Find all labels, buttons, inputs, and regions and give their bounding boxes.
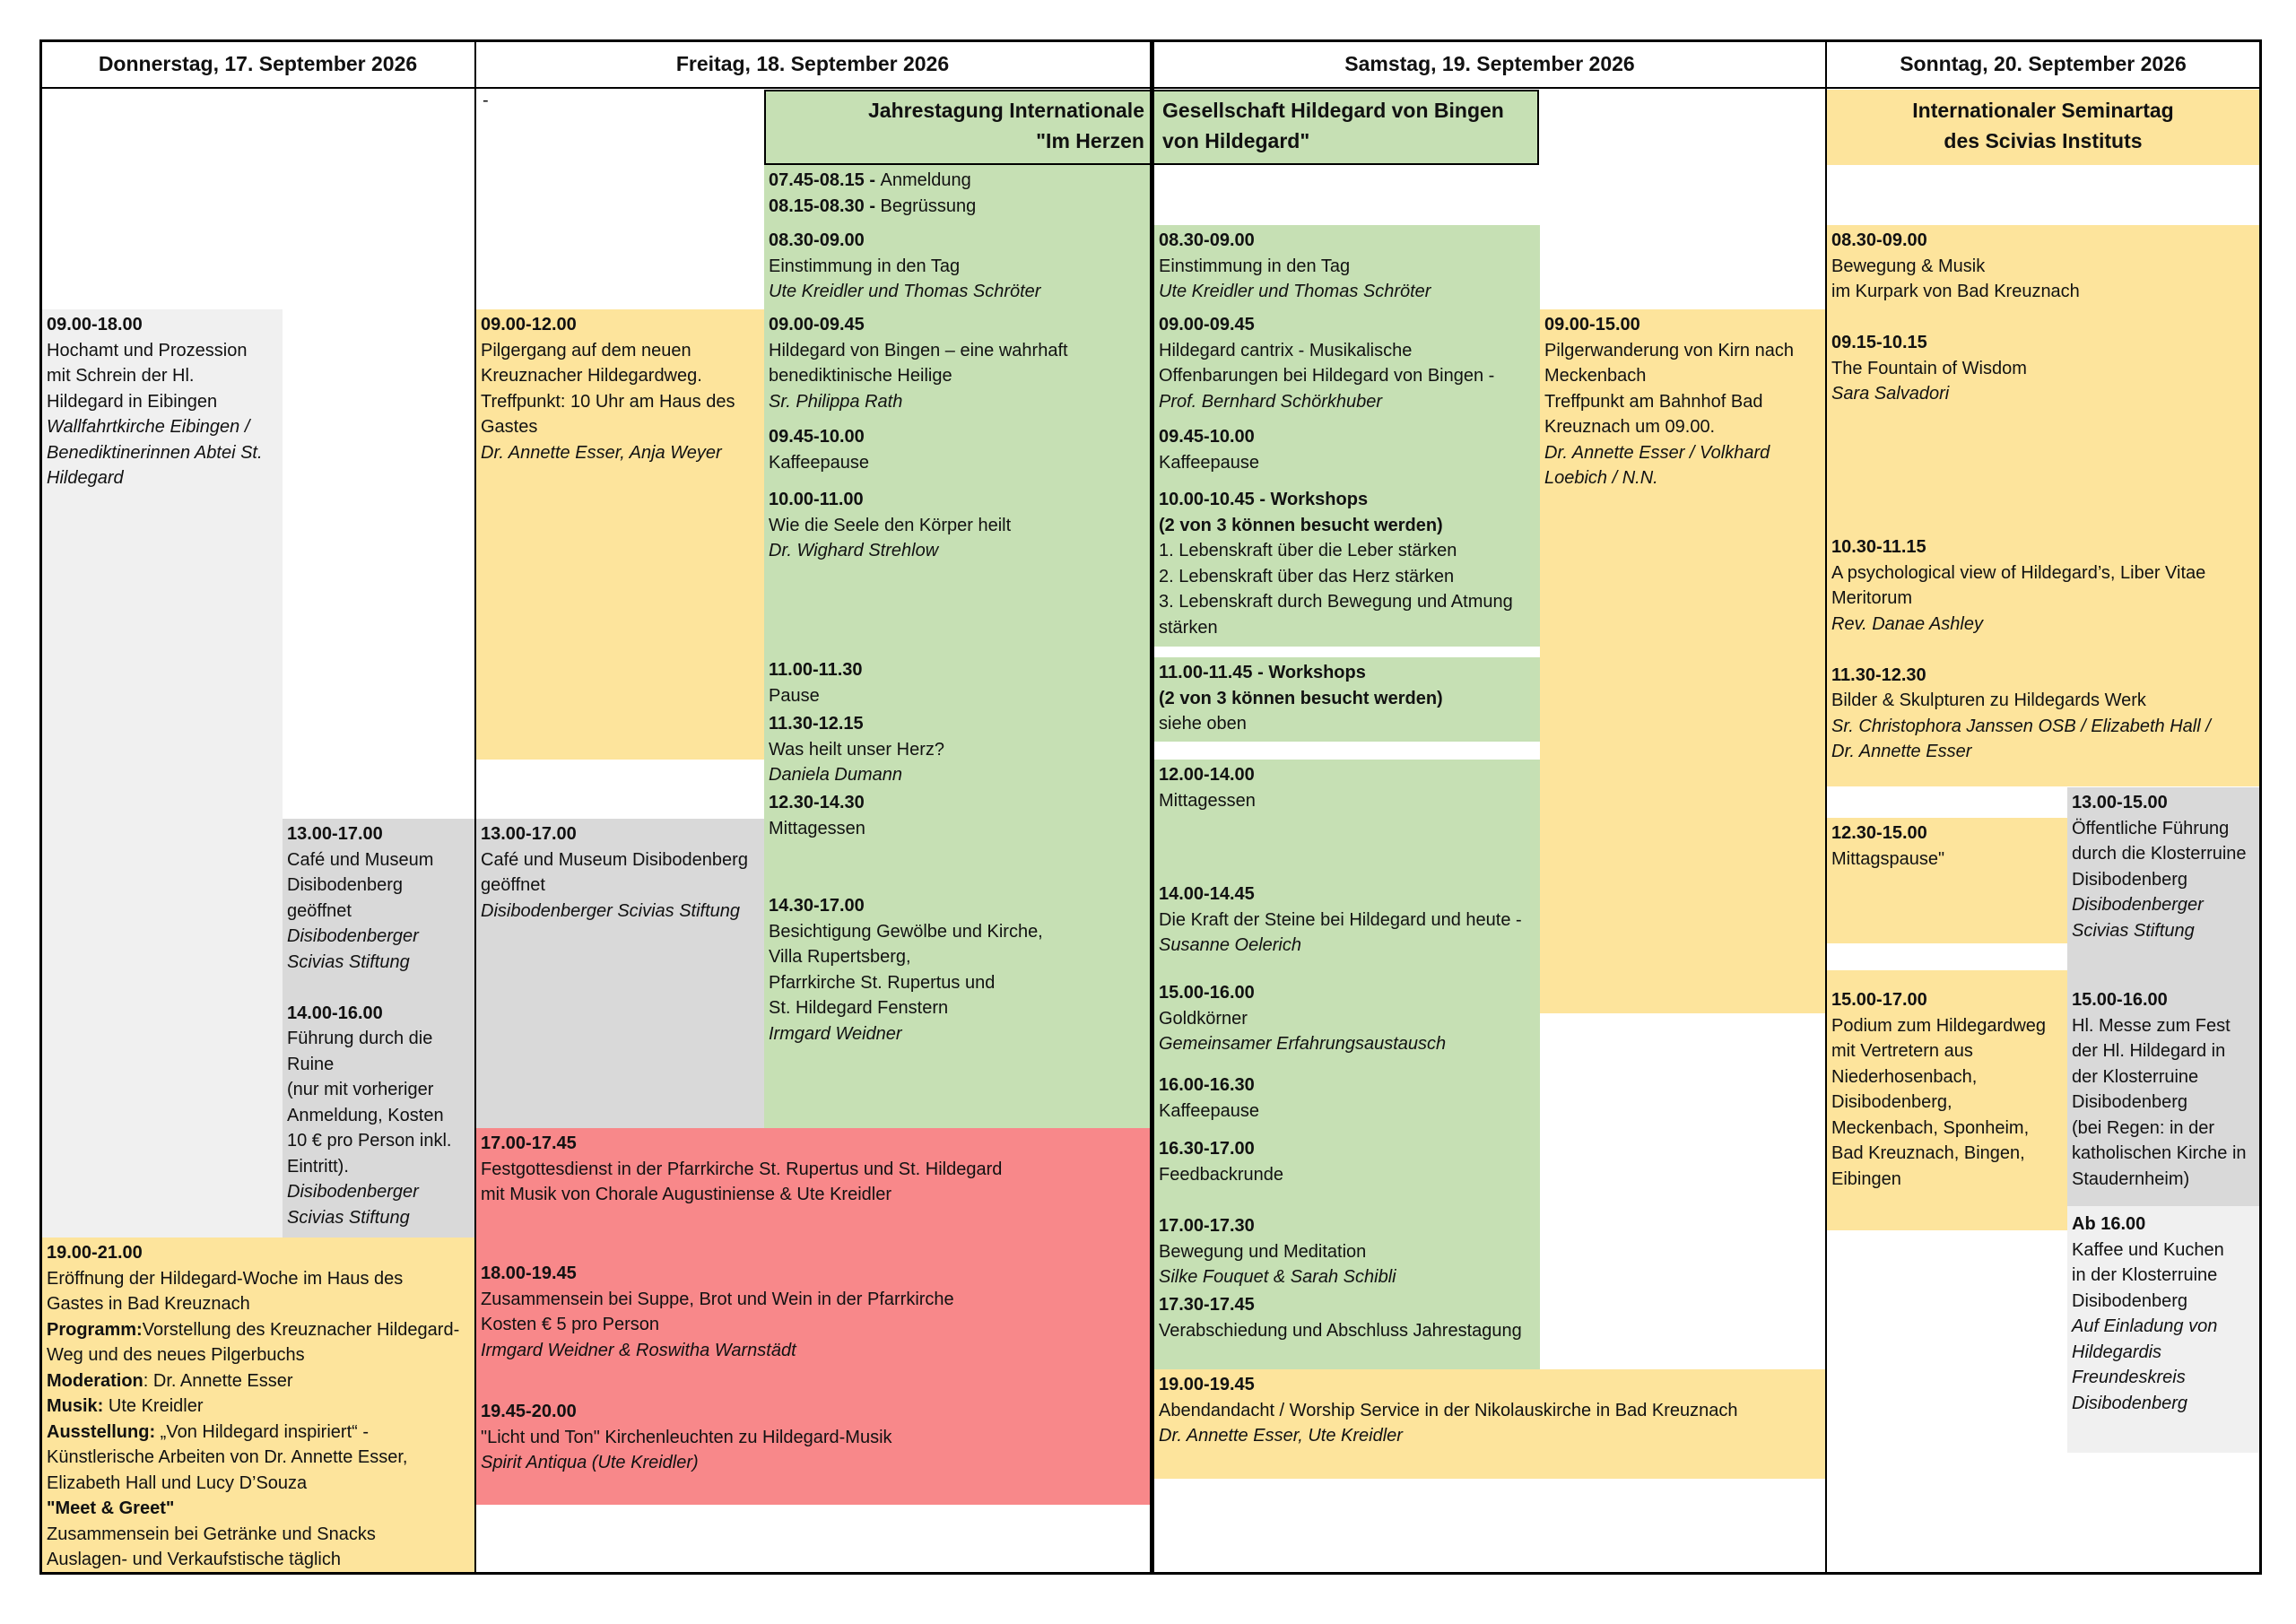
event-line: 11.30-12.30 [1831,664,1926,685]
event-fri-anmeldung [764,165,1150,219]
event-line: 15.00-17.00 [1831,990,1927,1010]
event-line: mit Vertretern aus [1831,1041,1973,1061]
event-line: 16.00-16.30 [1159,1075,1255,1095]
event-line: Hildegard cantrix - Musikalische [1159,340,1413,360]
event-thu-eroeffnung [42,1238,475,1572]
event-fri-hildegard [764,309,1150,417]
event-line: mit Musik von Chorale Augustiniense & Ute Kreidler [481,1185,891,1204]
event-line [769,168,1145,194]
event-line: Irmgard Weidner [769,1023,902,1044]
event-line: Pilgerwanderung von Kirn nach [1544,340,1794,360]
event-sat-cantrix [1154,309,1540,417]
event-line: Bilder & Skulpturen zu Hildegards Werk [1831,690,2146,710]
event-line: Meckenbach, Sponheim, [1831,1117,2030,1138]
event-line: 17.00-17.45 [481,1133,577,1153]
event-sat-abendandacht [1154,1369,1825,1479]
event-fri-pilgergang [476,309,764,489]
event-line: Susanne Oelerich [1159,935,1301,955]
event-line: Loebich / N.N. [1544,468,1658,488]
event-line: 2. Lebenskraft über das Herz stärken [1159,566,1455,586]
event-line: Mittagspause" [1831,848,1945,869]
event-line: Pilgergang auf dem neuen [481,340,691,360]
event-line: 09.00-12.00 [481,315,577,334]
event-line: Ruine [287,1054,335,1074]
event-line: Meritorum [1831,588,1913,608]
column-divider-thu-fri [474,39,476,1575]
event-line: 12.30-14.30 [769,793,865,812]
event-sun-fuehrung [2067,787,2259,976]
event-fri-kaffee1 [764,421,1150,477]
banner-line: Internationaler Seminartag [1912,99,2174,122]
event-sat-workshops2 [1154,657,1540,742]
event-line: 10.00-11.00 [769,490,864,509]
event-line: Einstimmung in den Tag [1159,256,1351,276]
event-line: "Meet & Greet" [47,1498,175,1518]
event-line: 13.00-17.00 [287,824,383,844]
event-line-text: Begrüssung [880,195,977,216]
event-line: Eintritt). [287,1156,349,1177]
event-sun-messe [2067,985,2259,1209]
event-line: Podium zum Hildegardweg [1831,1015,2047,1036]
event-line-text: Vorstellung des Kreuznacher Hildegard- [142,1319,460,1340]
table-border-right [2259,39,2262,1575]
event-line: 15.00-16.00 [1159,983,1255,1003]
event-line: Kreuznacher Hildegardweg. [481,366,702,386]
event-sat-mittag [1154,760,1540,876]
event-line-label: Musik: [47,1396,104,1416]
event-line: Einstimmung in den Tag [769,256,961,276]
event-line [287,975,471,1001]
event-line: Treffpunkt am Bahnhof Bad [1544,391,1763,412]
event-line: 18.00-19.45 [481,1264,577,1283]
event-line: Scivias Stiftung [2072,920,2195,941]
event-line: Kaffeepause [769,452,869,473]
event-line [47,1420,471,1446]
event-line: Kosten € 5 pro Person [481,1315,660,1334]
event-line-text: Anmeldung [880,170,971,190]
event-line: Auf Einladung von [2072,1316,2218,1336]
event-line: 14.00-14.45 [1159,884,1255,904]
day-header-friday: Freitag, 18. September 2026 [675,51,950,75]
event-line: Bad Kreuznach, Bingen, [1831,1143,2025,1163]
event-line [1831,483,2255,509]
event-line [47,1317,471,1343]
event-line-label: Programm: [47,1319,143,1340]
event-thu-cafe [283,819,475,1238]
event-sat-workshops1 [1154,484,1540,646]
event-line: 1. Lebenskraft über die Leber stärken [1159,541,1457,560]
event-line [1831,432,2255,458]
jahrestagung-banner-left [764,90,1150,165]
event-line: stärken [1159,617,1218,638]
column-divider-fri-sat [1150,39,1154,1575]
event-line: Hildegard [47,468,124,488]
event-line: Sr. Philippa Rath [769,391,903,412]
event-line: Auslagen- und Verkaufstische täglich [47,1550,341,1569]
event-line: Disibodenberg [2072,1092,2187,1112]
event-line: 09.00-18.00 [47,315,143,334]
event-line: siehe oben [1159,714,1247,734]
event-line: Zusammensein bei Getränke und Snacks [47,1524,376,1544]
event-line: Pfarrkirche St. Rupertus und [769,972,996,993]
event-fri-licht [476,1396,1150,1499]
event-line: Benediktinerinnen Abtei St. [47,442,263,463]
event-sun-kaffee [2067,1209,2259,1455]
event-line [1831,637,2255,663]
cell-gap [1154,647,1540,657]
event-line: 17.00-17.30 [1159,1216,1255,1236]
event-line: mit Schrein der Hl. [47,366,195,386]
event-line: Hildegard in Eibingen [47,391,218,412]
table-border-left [39,39,42,1575]
event-thu-prozession [42,309,283,596]
event-fri-festgottesdienst [476,1128,1150,1254]
event-line: Kaffeepause [1159,452,1259,473]
event-line: Eibingen [1831,1168,1901,1189]
event-line: 09.45-10.00 [769,427,865,447]
event-line: im Kurpark von Bad Kreuznach [1831,282,2080,301]
event-line: Treffpunkt: 10 Uhr am Haus des [481,391,735,412]
event-line: 09.00-15.00 [1544,315,1640,334]
event-line: Offenbarungen bei Hildegard von Bingen - [1159,366,1495,386]
event-line: 15.00-16.00 [2072,990,2168,1010]
event-line: Niederhosenbach, [1831,1066,1978,1087]
event-line: Disibodenberger [287,1182,419,1202]
event-line: Ab 16.00 [2072,1214,2146,1234]
event-line: Café und Museum Disibodenberg [481,849,748,870]
event-line: Pause [769,685,820,706]
event-line: Hl. Messe zum Fest [2072,1015,2231,1036]
event-line: Öffentliche Führung [2072,818,2230,838]
event-line: Gastes [481,417,538,437]
event-line: Villa Rupertsberg, [769,947,911,967]
event-line: 11.00-11.30 [769,660,863,680]
event-line: (2 von 3 können besucht werden) [1159,688,1443,708]
event-line: Scivias Stiftung [287,951,410,972]
event-line: Disibodenberg [2072,1290,2187,1311]
event-line: 13.00-15.00 [2072,793,2168,812]
banner-line: "Im Herzen [1036,129,1144,152]
event-line: 09.45-10.00 [1159,427,1255,447]
event-line: Mittagessen [1159,790,1256,811]
event-sat-feedback [1154,1133,1540,1207]
event-line: 19.00-19.45 [1159,1375,1255,1394]
event-line: 19.45-20.00 [481,1402,577,1421]
event-line: 10.30-11.15 [1831,537,1926,557]
event-sun-podium [1827,985,2067,1245]
event-line: Gemeinsamer Erfahrungsaustausch [1159,1034,1447,1054]
event-line: benediktinische Heilige [769,366,952,386]
event-line: "Licht und Ton" Kirchenleuchten zu Hildegard-Musik [481,1427,892,1447]
event-line: Gastes in Bad Kreuznach [47,1294,250,1314]
event-line: 10.00-10.45 - Workshops [1159,490,1369,509]
event-line: 09.00-09.45 [769,315,865,334]
event-line: Mittagessen [769,818,865,838]
event-line: Bewegung und Meditation [1159,1241,1367,1262]
event-line: 13.00-17.00 [481,824,577,844]
event-line: Dr. Annette Esser / Volkhard [1544,442,1770,463]
event-line: Disibodenberger Scivias Stiftung [481,900,741,921]
event-line: Silke Fouquet & Sarah Schibli [1159,1267,1396,1287]
event-line: Kreuznach um 09.00. [1544,417,1716,437]
day-header-sunday: Sonntag, 20. September 2026 [1900,51,2187,75]
event-line: 08.30-09.00 [769,230,865,250]
event-line: Feedbackrunde [1159,1164,1283,1185]
event-line: katholischen Kirche in [2072,1143,2247,1163]
event-line: Disibodenberger [287,926,419,946]
event-line [1831,407,2255,433]
event-sat-steine [1154,879,1540,973]
event-sat-einstimmung [1154,225,1540,306]
event-fri-suppe [476,1258,1150,1393]
event-line: Prof. Bernhard Schörkhuber [1159,391,1383,412]
column-divider-sat-sun [1825,39,1827,1575]
event-line: Staudernheim) [2072,1168,2190,1189]
event-line: 08.30-09.00 [1159,230,1255,250]
banner-line: Gesellschaft Hildegard von Bingen [1162,99,1504,122]
event-sat-pilgerwanderung [1540,309,1825,668]
banner-line: Jahrestagung Internationale [867,99,1144,122]
event-line: Bewegung & Musik [1831,256,1986,276]
event-line: 3. Lebenskraft durch Bewegung und Atmung [1159,592,1513,612]
event-line: Elizabeth Hall und Lucy D’Souza [47,1472,308,1493]
event-sun-program [1827,225,2259,799]
day-header-thursday: Donnerstag, 17. September 2026 [98,51,418,75]
event-line: Festgottesdienst in der Pfarrkirche St. Rupertus und St. Hildegard [481,1159,1003,1179]
event-line: Dr. Annette Esser [1831,742,1972,761]
event-line: Dr. Wighard Strehlow [769,541,939,560]
event-line: 19.00-21.00 [47,1243,143,1263]
event-line: in der Klosterruine [2072,1265,2218,1285]
event-line: 08.30-09.00 [1831,230,1927,250]
event-line: (2 von 3 können besucht werden) [1159,515,1443,535]
jahrestagung-banner-right [1153,90,1539,165]
event-line-text: „Von Hildegard inspiriert“ - [155,1421,369,1442]
event-sat-abschluss [1154,1290,1540,1366]
event-line: geöffnet [481,875,545,895]
event-line-label: 07.45-08.15 - [769,170,881,190]
event-line: Wie die Seele den Körper heilt [769,515,1012,535]
event-line: Kaffeepause [1159,1100,1259,1121]
seminartag-banner [1826,90,2260,165]
event-line: Sr. Christophora Janssen OSB / Elizabeth Hall / [1831,716,2211,736]
event-line: Café und Museum [287,849,434,870]
event-line [47,1394,471,1420]
event-line-label: 08.15-08.30 - [769,195,881,216]
event-line-label: Ausstellung: [47,1421,156,1442]
event-line [47,1368,471,1394]
banner-line: von Hildegard" [1162,129,1310,152]
event-line: Besichtigung Gewölbe und Kirche, [769,921,1043,942]
event-line: Sara Salvadori [1831,384,1950,404]
event-line: Disibodenberg, [1831,1092,1952,1112]
event-line: A psychological view of Hildegard’s, Liber Vitae [1831,562,2206,583]
event-fri-pause [764,655,1150,708]
event-sat-kaffee2 [1154,1070,1540,1131]
event-fri-mittag [764,787,1150,890]
event-line: Rev. Danae Ashley [1831,613,1983,634]
event-sat-bewegung [1154,1211,1540,1287]
event-fri-seele [764,484,1150,655]
event-line: Disibodenberger [2072,895,2204,915]
event-line: Führung durch die [287,1029,433,1048]
event-line: Künstlerische Arbeiten von Dr. Annette Esser, [47,1447,408,1467]
event-line: Meckenbach [1544,366,1647,386]
event-line: geöffnet [287,900,352,921]
event-line: der Klosterruine [2072,1066,2199,1087]
event-line: der Hl. Hildegard in [2072,1041,2226,1061]
event-line: Abendandacht / Worship Service in der Nikolauskirche in Bad Kreuznach [1159,1400,1738,1420]
event-line-text: Ute Kreidler [103,1396,204,1416]
placeholder-dash: - [483,91,489,110]
event-line: 17.30-17.45 [1159,1295,1255,1315]
event-line: Hochamt und Prozession [47,340,248,360]
event-sat-kaffee1 [1154,421,1540,477]
event-fri-herz [764,708,1150,787]
event-line: Disibodenberg [287,875,403,895]
event-line: Anmeldung, Kosten [287,1105,444,1125]
cell-gap [1154,742,1540,760]
event-line: 10 € pro Person inkl. [287,1131,452,1151]
event-line: (bei Regen: in der [2072,1117,2214,1138]
event-sat-goldkoerner [1154,977,1540,1067]
event-line: The Fountain of Wisdom [1831,358,2027,378]
event-line: 12.00-14.00 [1159,765,1255,785]
event-line: St. Hildegard Fenstern [769,998,949,1018]
day-header-saturday: Samstag, 19. September 2026 [1344,51,1635,75]
event-line: 09.15-10.15 [1831,333,1927,352]
event-line: Dr. Annette Esser, Anja Weyer [481,442,722,463]
event-line: Die Kraft der Steine bei Hildegard und heute - [1159,909,1522,930]
event-line [1831,305,2255,331]
event-fri-besichtigung [764,890,1150,1124]
event-line: 14.30-17.00 [769,896,865,916]
event-line: 12.30-15.00 [1831,823,1927,843]
event-line: Goldkörner [1159,1008,1248,1029]
event-line: Disibodenberg [2072,1393,2187,1413]
event-line: Wallfahrtkirche Eibingen / [47,417,250,437]
event-line: Daniela Dumann [769,765,902,785]
event-line: Spirit Antiqua (Ute Kreidler) [481,1453,699,1472]
event-line: Scivias Stiftung [287,1207,410,1228]
event-line: 14.00-16.00 [287,1003,383,1023]
event-line: (nur mit vorheriger [287,1080,434,1099]
event-line: Irmgard Weidner & Roswitha Warnstädt [481,1340,796,1360]
event-line: Verabschiedung und Abschluss Jahrestagung [1159,1320,1522,1341]
event-sun-mittag [1827,818,2067,943]
event-line: Ute Kreidler und Thomas Schröter [1159,282,1431,301]
event-line [769,194,1145,220]
event-line: Weg und des neues Pilgerbuchs [47,1345,305,1365]
event-line-text: : Dr. Annette Esser [143,1370,293,1391]
event-line: Hildegardis [2072,1342,2162,1362]
event-line: 11.00-11.45 - Workshops [1159,663,1366,682]
event-line: 11.30-12.15 [769,714,864,734]
event-line: Zusammensein bei Suppe, Brot und Wein in der Pfarrkirche [481,1289,954,1309]
event-line: Kaffee und Kuchen [2072,1239,2224,1260]
event-line: Ute Kreidler und Thomas Schröter [769,282,1041,301]
event-line-label: Moderation [47,1370,144,1391]
event-line: Disibodenberg [2072,869,2187,890]
event-line [1831,458,2255,484]
banner-line: des Scivias Instituts [1944,129,2143,152]
event-fri-cafe [476,819,764,998]
event-line [1831,509,2255,535]
event-line: durch die Klosterruine [2072,844,2247,864]
event-line: Dr. Annette Esser, Ute Kreidler [1159,1426,1403,1446]
event-line: Eröffnung der Hildegard-Woche im Haus des [47,1268,404,1289]
event-line: Freundeskreis [2072,1368,2186,1387]
event-line: Hildegard von Bingen – eine wahrhaft [769,340,1068,360]
event-line: 16.30-17.00 [1159,1139,1255,1159]
event-line: 09.00-09.45 [1159,315,1255,334]
event-line: Was heilt unser Herz? [769,739,944,760]
event-fri-einstimmung [764,225,1150,306]
